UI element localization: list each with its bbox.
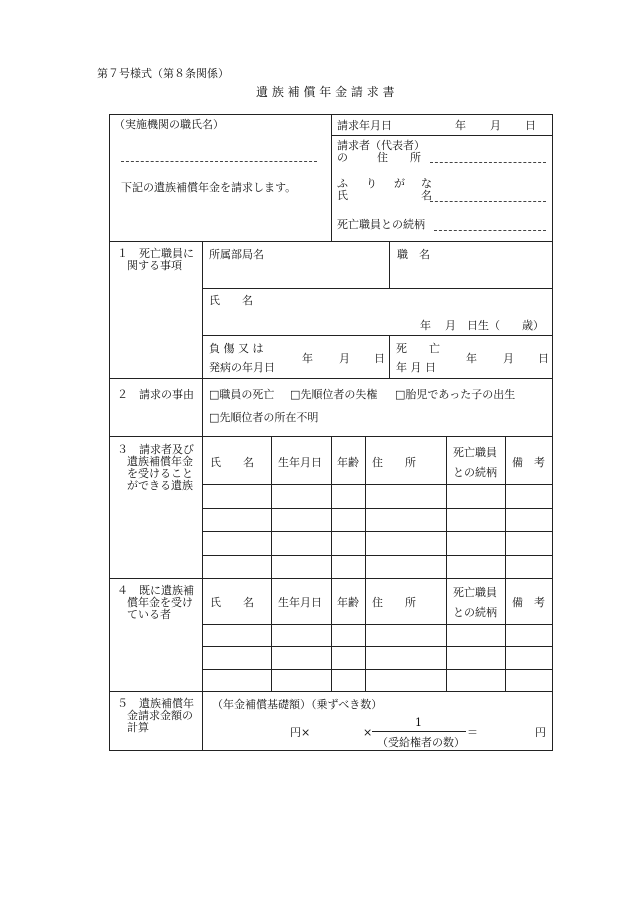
death-label-1: 死 亡 — [396, 342, 440, 355]
relation-line[interactable] — [434, 230, 546, 231]
address-no: の — [337, 151, 348, 164]
section4-label-1: ４ 既に遺族補 — [117, 584, 194, 597]
furigana-1: ふ — [337, 177, 348, 190]
furigana-3: が — [394, 177, 405, 190]
furigana-4: な — [421, 177, 432, 190]
col-age: 年齢 — [337, 456, 359, 469]
col-name-4: 氏 名 — [210, 596, 254, 609]
col-address: 住 所 — [372, 456, 416, 469]
post-label: 職 名 — [397, 248, 430, 261]
fraction-bar — [372, 731, 466, 732]
col-relation-1: 死亡職員 — [453, 446, 497, 459]
form-number: 第７号様式（第８条関係） — [97, 67, 229, 80]
reason-option-death[interactable]: □職員の死亡 — [209, 388, 275, 401]
col-name: 氏 名 — [210, 456, 254, 469]
section1-label-1: １ 死亡職員に — [117, 247, 194, 260]
section5-label-1: ５ 遺族補償年 — [117, 697, 194, 710]
birth-day: 日生（ — [467, 319, 500, 332]
formula-equals: ＝ — [467, 726, 478, 739]
date-day: 日 — [525, 119, 536, 132]
col-age-4: 年齢 — [337, 596, 359, 609]
address-line[interactable] — [430, 162, 546, 163]
injury-month: 月 — [339, 352, 350, 365]
col-remarks-4: 備 考 — [512, 596, 545, 609]
section2-label: ２ 請求の事由 — [117, 388, 194, 401]
date-label: 請求年月日 — [337, 119, 392, 132]
section3-label-2: 遺族補償年金 — [127, 455, 193, 468]
injury-year: 年 — [302, 352, 313, 365]
section5-label-2: 金請求金額の — [127, 709, 193, 722]
death-month: 月 — [503, 352, 514, 365]
birth-age: 歳） — [522, 319, 544, 332]
claimant-name-line[interactable] — [430, 201, 546, 202]
request-text: 下記の遺族補償年金を請求します。 — [121, 181, 297, 194]
col-relation-4-2: との続柄 — [453, 606, 497, 619]
name-char-2: 名 — [421, 189, 432, 202]
injury-label-2: 発病の年月日 — [209, 361, 275, 374]
reason-option-birth[interactable]: □胎児であった子の出生 — [395, 388, 516, 401]
col-relation-2: との続柄 — [453, 466, 497, 479]
section1-label-2: 関する事項 — [127, 259, 182, 272]
section4-label-3: ている者 — [127, 608, 171, 621]
birth-year: 年 — [420, 319, 431, 332]
address-label: 住 所 — [377, 151, 421, 164]
date-year: 年 — [455, 119, 466, 132]
claimant-label: 請求者（代表者） — [337, 139, 425, 152]
org-label: （実施機関の職氏名） — [114, 118, 224, 131]
section3-label-1: ３ 請求者及び — [117, 443, 194, 456]
formula-numerator: 1 — [415, 716, 422, 729]
relation-label: 死亡職員との続柄 — [337, 218, 425, 231]
reason-option-missing[interactable]: □先順位者の所在不明 — [209, 411, 319, 424]
death-label-2: 年 月 日 — [396, 361, 436, 374]
furigana-2: り — [366, 177, 377, 190]
section5-label-3: 計算 — [127, 721, 149, 734]
org-signature-line[interactable] — [121, 161, 317, 162]
form-title: 遺 族 補 償 年 金 請 求 書 — [256, 85, 395, 99]
col-address-4: 住 所 — [372, 596, 416, 609]
dept-label: 所属部局名 — [209, 248, 264, 261]
formula-yen-times: 円× — [290, 726, 311, 739]
date-month: 月 — [490, 119, 501, 132]
death-day: 日 — [538, 352, 549, 365]
col-birthdate-4: 生年月日 — [278, 596, 322, 609]
section3-label-3: を受けること — [127, 467, 193, 480]
section3-label-4: ができる遺族 — [127, 479, 193, 492]
injury-day: 日 — [374, 352, 385, 365]
formula-header: （年金補償基礎額）（乗ずべき数） — [212, 698, 383, 711]
birth-month: 月 — [445, 319, 456, 332]
col-relation-4-1: 死亡職員 — [453, 586, 497, 599]
name-char-1: 氏 — [337, 189, 348, 202]
injury-label-1: 負 傷 又 は — [209, 342, 264, 355]
formula-denominator: （受給権者の数） — [377, 736, 465, 749]
deceased-name-label: 氏 名 — [209, 294, 253, 307]
reason-option-forfeit[interactable]: □先順位者の失権 — [290, 388, 378, 401]
death-year: 年 — [466, 352, 477, 365]
formula-times: × — [363, 726, 373, 739]
col-remarks: 備 考 — [512, 456, 545, 469]
formula-yen-result: 円 — [535, 726, 546, 739]
col-birthdate: 生年月日 — [278, 456, 322, 469]
section4-label-2: 償年金を受け — [127, 596, 193, 609]
